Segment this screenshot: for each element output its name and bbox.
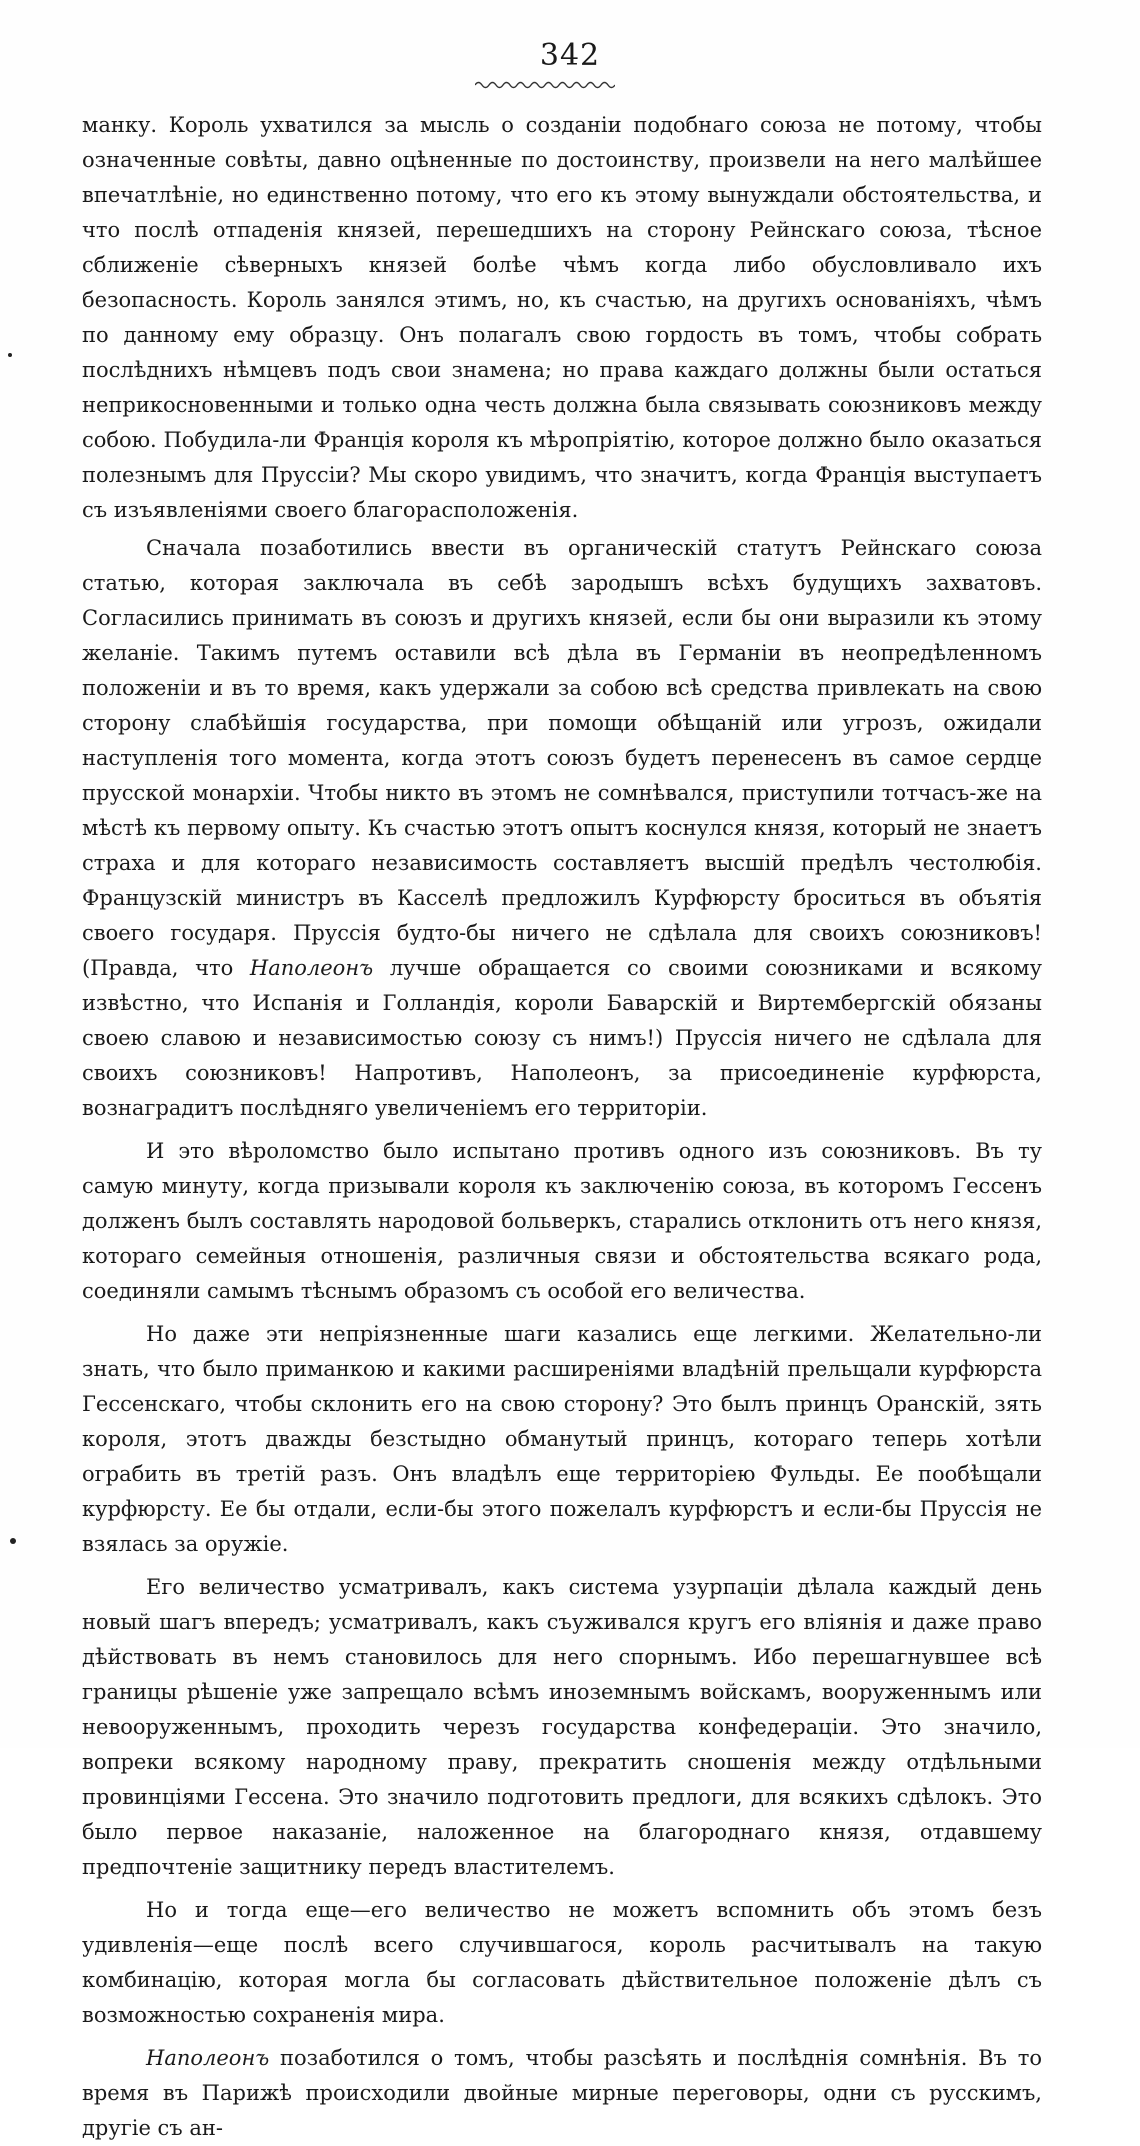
paragraph	[82, 1134, 1042, 1309]
paragraph-text: И это вѣроломство было испытано противъ одного изъ союзниковъ. Въ ту самую минуту, когда призывали короля къ заключенію союза, въ которомъ Гессенъ долженъ былъ составлять народовой больверкъ, старались отклонить отъ него князя, котораго семейныя отношенія, различныя связи и обстоятельства всякаго рода, соединяли самымъ тѣснымъ образомъ съ особой его величества.	[82, 1139, 1042, 1303]
paragraph-text-continued: лучше обращается со своими союзниками и всякому извѣстно, что Испанія и Голландія, короли Баварскій и Виртембергскій обязаны своею славою и независимостью союзу съ нимъ!) Пруссія ничего не сдѣлала для своихъ союзниковъ! Напротивъ, Наполеонъ, за присоединеніе курфюрста, вознаградитъ послѣдняго увеличеніемъ его территоріи.	[82, 956, 1042, 1120]
paragraph-text: манку. Король ухватился за мысль о созданіи подобнаго союза не потому, чтобы означенные совѣты, давно оцѣненные по достоинству, произвели на него малѣйшее впечатлѣніе, но единственно потому, что его къ этому вынуждали обстоятельства, и что послѣ отпаденія князей, перешедшихъ на сторону Рейнскаго союза, тѣсное сближеніе сѣверныхъ князей болѣе чѣмъ когда либо обусловливало ихъ безопасность. Король занялся этимъ, но, къ счастью, на другихъ основаніяхъ, чѣмъ по данному ему образцу. Онъ полагалъ свою гордость въ томъ, чтобы собрать послѣднихъ нѣмцевъ подъ свои знамена; но права каждаго должны были остаться неприкосновенными и только одна честь должна была связывать союзниковъ между собою. Побудила-ли Франція короля къ мѣропріятію, которое должно было оказаться полезнымъ для Пруссіи? Мы скоро увидимъ, что значитъ, когда Франція выступаетъ съ изъявленіями своего благорасположенія.	[82, 113, 1042, 522]
stray-mark	[10, 1538, 16, 1544]
paragraph-text: Его величество усматривалъ, какъ система узурпаціи дѣлала каждый день новый шагъ впередъ; усматривалъ, какъ съуживался кругъ его вліянія и даже право дѣйствовать въ немъ становилось для него спорнымъ. Ибо перешагнувшее всѣ границы рѣшеніе уже запрещало всѣмъ иноземнымъ войскамъ, вооруженнымъ или невооруженнымъ, проходить черезъ государства конфедераціи. Это значило, вопреки всякому народному праву, прекратить сношенія между отдѣльными провинціями Гессена. Это значило подготовить предлоги, для всякихъ сдѣлокъ. Это было первое наказаніе, наложенное на благороднаго князя, отдавшему предпочтеніе защитнику передъ властителемъ.	[82, 1575, 1042, 1879]
paragraph-text: Сначала позаботились ввести въ органическій статутъ Рейнскаго союза статью, которая заключала въ себѣ зародышъ всѣхъ будущихъ захватовъ. Согласились принимать въ союзъ и другихъ князей, если бы они выразили къ этому желаніе. Такимъ путемъ оставили всѣ дѣла въ Германіи въ неопредѣленномъ положеніи и въ то время, какъ удержали за собою всѣ средства привлекать на свою сторону слабѣйшія государства, при помощи обѣщаній или угрозъ, ожидали наступленія того момента, когда этотъ союзъ будетъ перенесенъ въ самое сердце прусской монархіи. Чтобы никто въ этомъ не сомнѣвался, приступили тотчасъ-же на мѣстѣ къ первому опыту. Къ счастью этотъ опытъ коснулся князя, который не знаетъ страха и для котораго независимость составляетъ высшій предѣлъ честолюбія. Французскій министръ въ Касселѣ предложилъ Курфюрсту броситься въ объятія своего государя. Пруссія будто-бы ничего не сдѣлала для своихъ союзниковъ! (Правда, что	[82, 536, 1042, 980]
page-number: 342	[539, 38, 601, 73]
paragraph	[82, 108, 1042, 528]
paragraph	[82, 1317, 1042, 1562]
paragraph	[82, 1893, 1042, 2033]
paragraph-text: Но даже эти непріязненные шаги казались еще легкими. Желательно-ли знать, что было приманкою и какими расширеніями владѣній прельщали курфюрста Гессенскаго, чтобы склонить его на свою сторону? Это былъ принцъ Оранскій, зять короля, этотъ дважды безстыдно обманутый принцъ, котораго теперь хотѣли ограбить въ третій разъ. Онъ владѣлъ еще территоріею Фульды. Ее пообѣщали курфюрсту. Ее бы отдали, если-бы этого пожелалъ курфюрстъ и если-бы Пруссія не взялась за оружіе.	[82, 1322, 1042, 1556]
italic-name: Наполеонъ	[249, 956, 374, 980]
paragraph	[82, 2041, 1042, 2146]
paragraph-text: Но и тогда еще—его величество не можетъ вспомнить объ этомъ безъ удивленія—еще послѣ всего случившагося, король расчитывалъ на такую комбинацію, которая могла бы согласовать дѣйствительное положеніе дѣлъ съ возможностью сохраненія мира.	[82, 1898, 1042, 2027]
text-body	[82, 108, 1042, 2146]
wavy-ornament-icon	[475, 80, 615, 90]
paragraph-text-continued: позаботился о томъ, чтобы разсѣять и послѣднія сомнѣнія. Въ то время въ Парижѣ происходили двойные мирные переговоры, одни съ русскимъ, другіе съ ан-	[82, 2046, 1042, 2140]
paragraph	[82, 1570, 1042, 1885]
stray-mark	[8, 353, 12, 357]
italic-name: Наполеонъ	[146, 2046, 270, 2070]
paragraph	[82, 531, 1042, 1126]
